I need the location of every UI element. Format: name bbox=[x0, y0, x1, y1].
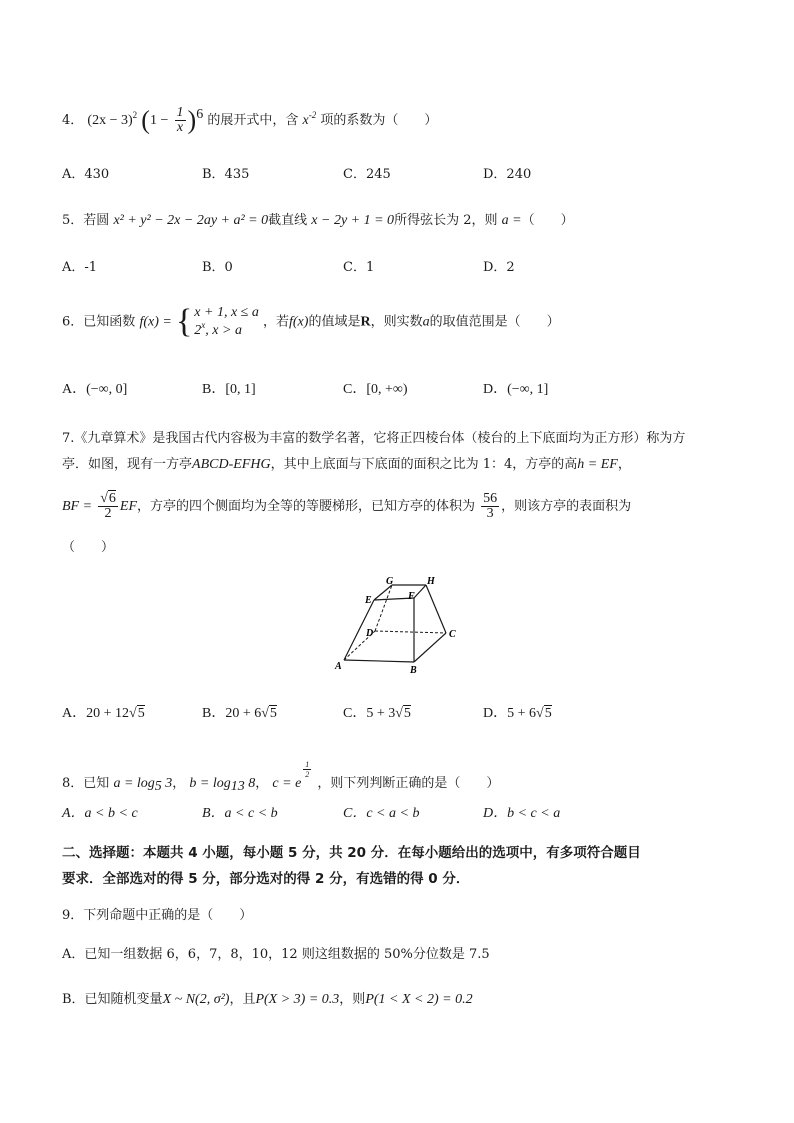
q4-fraction: $\frac{1}{x}$ bbox=[176, 105, 184, 135]
edge-ab bbox=[344, 660, 414, 662]
q7-bf: BF = bbox=[62, 499, 93, 514]
q4-option-a: A．430 bbox=[62, 167, 110, 182]
q7-volume-fraction: $\frac{56}{3}$ bbox=[483, 491, 498, 521]
q6-option-d: D．(−∞, 1] bbox=[483, 382, 549, 397]
label-d: D bbox=[366, 628, 374, 639]
q5-option-a: A．-1 bbox=[62, 260, 98, 275]
edge-fh bbox=[414, 585, 426, 598]
q7-line2: 亭．如图，现有一方亭ABCD-EFHG，其中上底面与下底面的面积之比为 1：4，方亭的高h = EF， bbox=[62, 457, 631, 472]
q4-option-b: B．435 bbox=[202, 167, 250, 182]
q8-c: c = e $\frac{1}{2}$ bbox=[272, 760, 310, 791]
q8-option-b: B．a < c < b bbox=[202, 806, 278, 821]
q6-func2: f(x) bbox=[289, 314, 309, 330]
q5-option-d: D．2 bbox=[483, 260, 515, 275]
q5-line-eq: x − 2y + 1 = 0 bbox=[311, 213, 395, 228]
q6-func: f(x) = bbox=[139, 314, 172, 330]
q4-stem: 4． $(2x - 3)^2$ (1 − $\frac{1}{x}$ )$^6$ 的展开式中，含 $x^{-2}$ 项的系数为（ ） bbox=[62, 105, 438, 135]
label-h: H bbox=[427, 576, 435, 587]
frustum-figure bbox=[330, 574, 470, 679]
section2-line1: 二、选择题：本题共 4 小题，每小题 5 分，共 20 分．在每小题给出的选项中，有多项符合题目 bbox=[62, 845, 641, 861]
q9-option-b: B．已知随机变量X ~ N(2, σ²)，且P(X > 3) = 0.3，则P(1 < X < 2) = 0.2 bbox=[62, 992, 473, 1007]
q7-line1: 7.《九章算术》是我国古代内容极为丰富的数学名著，它将正四棱台体（棱台的上下底面均为正方形）称为方 bbox=[62, 431, 686, 446]
q5-number: 5． bbox=[62, 213, 84, 228]
q4-option-c: C．245 bbox=[343, 167, 391, 182]
q7-option-a: A．20 + 12√5 bbox=[62, 706, 145, 721]
q4-text-end: 项的系数为（ ） bbox=[320, 113, 438, 128]
q5-text-d: （ ） bbox=[521, 213, 574, 228]
q8-option-c: C．c < a < b bbox=[343, 806, 420, 821]
q4-expr-b: 1 − bbox=[149, 113, 169, 128]
q4-option-d: D．240 bbox=[483, 167, 532, 182]
edge-ch bbox=[426, 585, 446, 633]
q8-a: $a = \log_5 3$ bbox=[113, 776, 173, 794]
q6-real-set: R bbox=[360, 314, 371, 330]
q7-bf-fraction: $\frac{√6}{2}$ bbox=[100, 491, 116, 521]
q4-term: $x^{-2}$ bbox=[302, 110, 317, 128]
q4-exp-b: 6 bbox=[196, 107, 204, 122]
q8-option-d: D．b < c < a bbox=[483, 806, 561, 821]
label-a: A bbox=[335, 661, 342, 672]
q7-height: h = EF bbox=[577, 457, 618, 472]
q5-option-b: B．0 bbox=[202, 260, 233, 275]
q7-option-c: C．5 + 3√5 bbox=[343, 706, 411, 721]
q6-text-d: ，则实数 bbox=[370, 314, 423, 330]
q5-equation: x² + y² − 2x − 2ay + a² = 0 bbox=[113, 213, 269, 228]
label-f: F bbox=[408, 591, 415, 602]
q5-text-a: 若圆 bbox=[83, 213, 110, 228]
q6-cases: x + 1, x ≤ a 2$^x$, x > a bbox=[194, 305, 259, 338]
q9-option-a: A．已知一组数据 6，6，7，8，10，12 则这组数据的 50%分位数是 7.5 bbox=[62, 947, 490, 962]
q7-line4: （ ） bbox=[62, 540, 115, 555]
section2-line2: 要求．全部选对的得 5 分，部分选对的得 2 分，有选错的得 0 分． bbox=[62, 871, 470, 887]
q8-stem: 8．已知 $a = \log_5 3$， $b = \log_{13} 8$， c = e $\frac{1}{2}$ ，则下列判断正确的是（ ） bbox=[62, 760, 500, 794]
q9-stem: 9．下列命题中正确的是（ ） bbox=[62, 908, 253, 923]
q5-text-c: 所得弦长为 2，则 bbox=[394, 213, 498, 228]
label-e: E bbox=[365, 595, 372, 606]
q4-text: 的展开式中，含 bbox=[207, 113, 299, 128]
q8-b: $b = \log_{13} 8$ bbox=[189, 776, 256, 794]
edge-dc bbox=[375, 631, 446, 633]
q6-number: 6． bbox=[62, 314, 84, 330]
q7-line3: BF = $\frac{√6}{2}$ EF，方亭的四个侧面均为全等的等腰梯形，已知方亭的体积为 $\frac{56}{3}$ ，则该方亭的表面积为 bbox=[62, 491, 632, 521]
label-b: B bbox=[410, 665, 417, 676]
q6-text-a: 已知函数 bbox=[83, 314, 136, 330]
q5-option-c: C．1 bbox=[343, 260, 375, 275]
label-c: C bbox=[449, 629, 456, 640]
q6-text-e: 的取值范围是（ ） bbox=[429, 314, 560, 330]
q7-option-b: B．20 + 6√5 bbox=[202, 706, 277, 721]
q4-expr-a: $(2x - 3)^2$ bbox=[87, 110, 138, 128]
q5-var: a = bbox=[501, 213, 522, 228]
q6-option-c: C．[0, +∞) bbox=[343, 382, 408, 397]
q5-stem bbox=[62, 211, 574, 231]
q6-var: a bbox=[422, 314, 430, 330]
q5-text-b: 截直线 bbox=[268, 213, 308, 228]
q6-text-c: 的值域是 bbox=[308, 314, 361, 330]
q6-text-b: ，若 bbox=[262, 314, 289, 330]
label-g: G bbox=[386, 576, 394, 587]
q4-number: 4． bbox=[62, 113, 84, 128]
q8-option-a: A．a < b < c bbox=[62, 806, 138, 821]
edge-bc bbox=[414, 633, 446, 662]
q6-option-a: A．(−∞, 0] bbox=[62, 382, 128, 397]
q6-option-b: B．[0, 1] bbox=[202, 382, 256, 397]
q7-solid-name: ABCD-EFHG bbox=[192, 457, 271, 472]
q7-option-d: D．5 + 6√5 bbox=[483, 706, 552, 721]
q6-stem: 6．已知函数 f(x) = { x + 1, x ≤ a 2$^x$, x > a ，若f(x)的值域是R，则实数a的取值范围是（ ） bbox=[62, 303, 560, 340]
